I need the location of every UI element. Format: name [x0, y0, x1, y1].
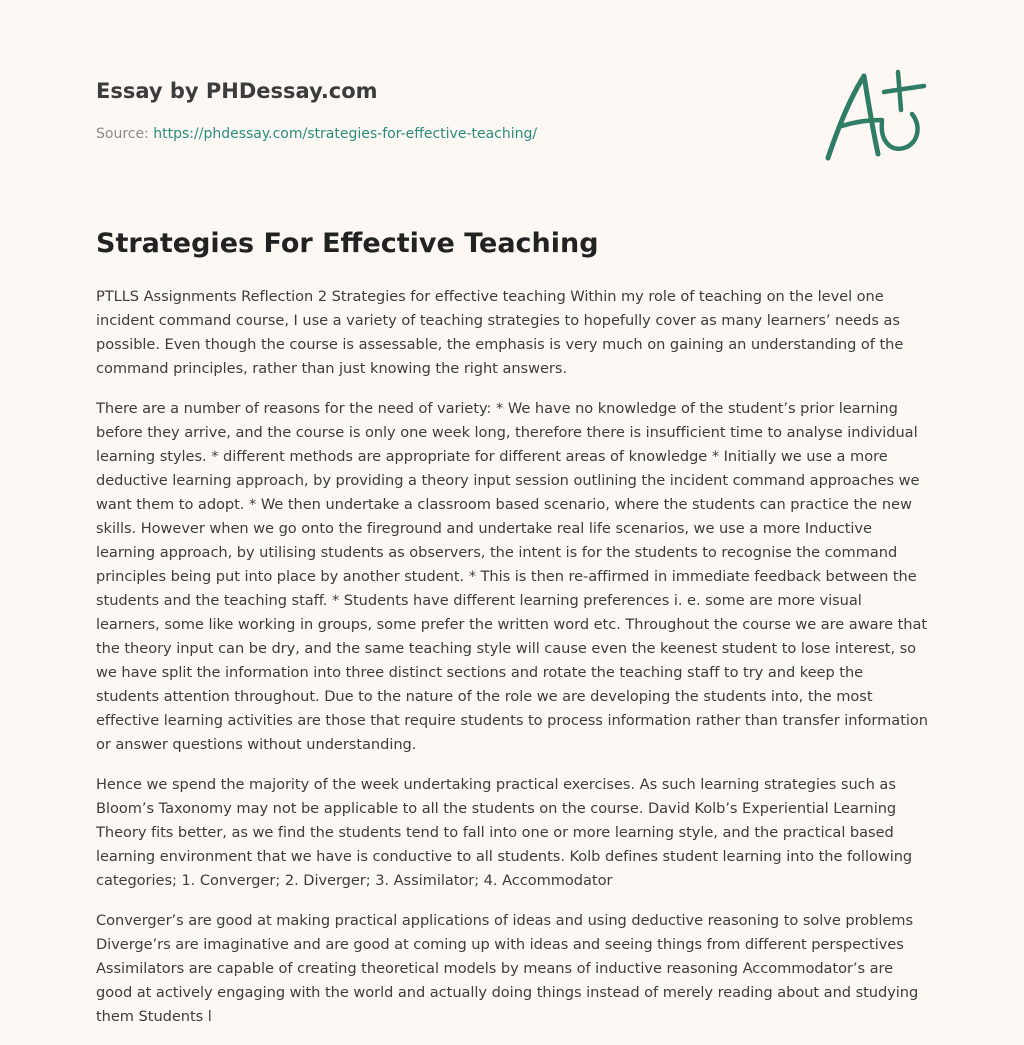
page-header [96, 78, 816, 144]
site-brand: Essay by PHDessay.com [96, 79, 378, 103]
source-link[interactable]: https://phdessay.com/strategies-for-effective-teaching/ [153, 126, 538, 142]
source-label: Source: [96, 126, 154, 142]
article-paragraph: There are a number of reasons for the need of variety: * We have no knowledge of the student’s prior learning before they arrive, and the course is only one week long, therefore there is insufficient time to analyse individual learning styles. * different methods are appropriate for different areas of knowledge * Initially we use a more deductive learning approach, by providing a theory input session outlining the incident command approaches we want them to adopt. * We then undertake a classroom based scenario, where the students can practice the new skills. However when we go onto the fireground and undertake real life scenarios, we use a more Inductive learning approach, by utilising students as observers, the intent is for the students to recognise the command principles being put into place by another student. * This is then re-affirmed in immediate feedback between the students and the teaching staff. * Students have different learning preferences i. e. some are more visual learners, some like working in groups, some prefer the written word etc. Throughout the course we are aware that the theory input can be dry, and the same teaching style will cause even the keenest student to lose interest, so we have split the information into three distinct sections and rotate the teaching staff to try and keep the students attention throughout. Due to the nature of the role we are developing the students into, the most effective learning activities are those that require students to process information rather than transfer information or answer questions without understanding. [96, 400, 928, 753]
source-line [96, 124, 816, 144]
article-body [96, 285, 930, 1045]
a-plus-grade-icon [820, 66, 930, 166]
article-paragraph: Converger’s are good at making practical applications of ideas and using deductive reasoning to solve problems Diverge’rs are imaginative and are good at coming up with ideas and seeing things from different perspectives Assimilators are capable of creating theoretical models by means of inductive reasoning Accommodator’s are good at actively engaging with the world and actually doing things instead of merely reading about and studying them Students l [96, 912, 919, 1025]
article-title: Strategies For Effective Teaching [96, 228, 599, 259]
article-paragraph: PTLLS Assignments Reflection 2 Strategies for effective teaching Within my role of teaching on the level one incident command course, I use a variety of teaching strategies to hopefully cover as many learners’ needs as possible. Even though the course is assessable, the emphasis is very much on gaining an understanding of the command principles, rather than just knowing the right answers. [96, 288, 904, 377]
article-paragraph: Hence we spend the majority of the week undertaking practical exercises. As such learning strategies such as Bloom’s Taxonomy may not be applicable to all the students on the course. David Kolb’s Experiential Learning Theory fits better, as we find the students tend to fall into one or more learning style, and the practical based learning environment that we have is conductive to all students. Kolb defines student learning into the following categories; 1. Converger; 2. Diverger; 3. Assimilator; 4. Accommodator [96, 776, 913, 889]
